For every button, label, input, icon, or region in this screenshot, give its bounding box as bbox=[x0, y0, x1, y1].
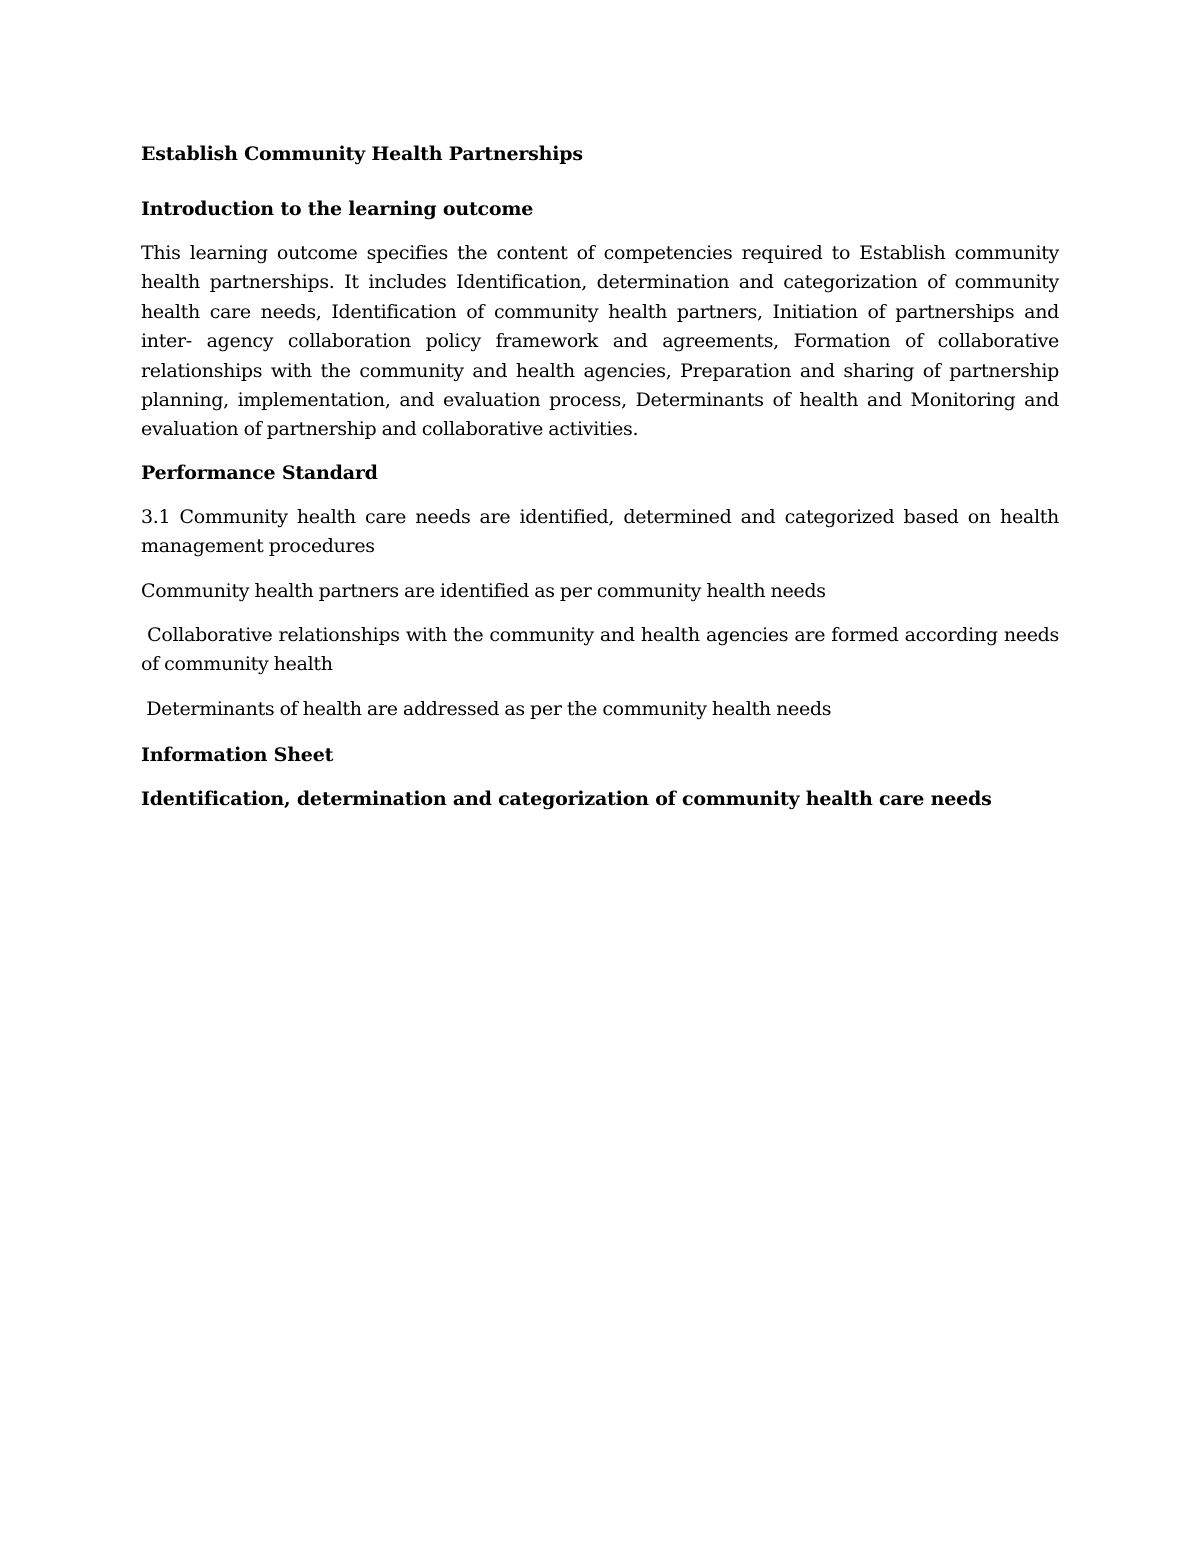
standard-item: Community health partners are identified as per community health needs bbox=[141, 579, 826, 602]
performance-standard-heading: Performance Standard bbox=[141, 461, 378, 484]
information-sheet-heading: Information Sheet bbox=[141, 744, 334, 767]
document-page bbox=[141, 140, 1065, 814]
standard-item: Collaborative relationships with the community and health agencies are formed according needs of community health bbox=[141, 624, 1065, 676]
document-title: Establish Community Health Partnerships bbox=[141, 143, 583, 165]
intro-heading: Introduction to the learning outcome bbox=[141, 198, 534, 220]
intro-paragraph: This learning outcome specifies the content of competencies required to Establish community health partnerships. It includes Identification, determination and categorization of community health care needs, Identification of community health partners, Initiation of partnerships and inter- agency collaboration policy framework and agreements, Formation of collaborative relationships with the community and health agencies, Preparation and sharing of partnership planning, implementation, and evaluation process, Determinants of health and Monitoring and evaluation of partnership and collaborative activities. bbox=[141, 242, 1059, 441]
information-subheading: Identification, determination and categorization of community health care needs bbox=[141, 788, 992, 811]
standard-item: Determinants of health are addressed as per the community health needs bbox=[141, 697, 832, 720]
standard-item: 3.1 Community health care needs are identified, determined and categorized based on health management procedures bbox=[141, 505, 1059, 558]
